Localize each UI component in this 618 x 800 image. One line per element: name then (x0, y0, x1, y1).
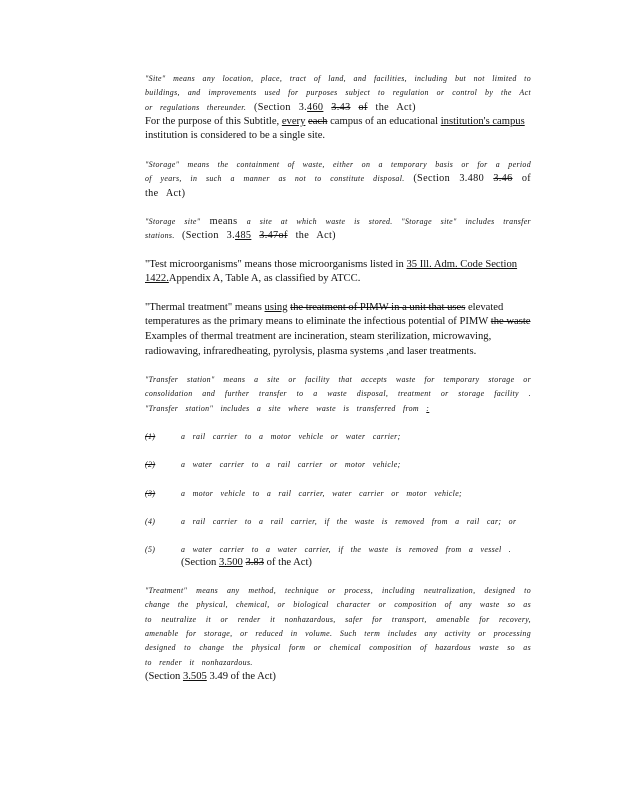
site-term: "Site" (145, 74, 166, 83)
site-body: means any location, place, tract of land, and facilities, including but not limited to buildings, and improvements used for purposes subject to regulation or control by the Act or regulations thereunder. (145, 74, 531, 112)
list-item: (1) a rail carrier to a motor vehicle or water carrier; (145, 432, 401, 442)
thermal-paragraph: "Thermal treatment" means using the treatment of PIMW in a unit that uses elevated temperatures as the primary means to eliminate the infectious potential of PIMW the waste Examples of thermal treatment are incineration, steam sterilization, microwaving, radiowaving, infraredheating, pyrolysis, plasma systems ,and laser treatments. (145, 301, 531, 357)
transfer-list (145, 430, 531, 570)
list-item: (4) a rail carrier to a rail carrier, if the waste is removed from a rail car; or (145, 516, 517, 526)
document-page (145, 72, 531, 698)
treatment-paragraph: "Treatment" means any method, technique or process, including neutralization, designed to change the physical, chemical, or biological character or composition of any waste so as to neutralize it or render it nonhazardous, safer for transport, amenable for recovery, amenable for storage, or reduced in volume. Such term includes any activity or processing designed to change the physical form or chemical composition of hazardous waste so as to render it nonhazardous. (145, 586, 531, 667)
definition-storage-site (145, 215, 531, 244)
storage-site-citation: (Section 3.485 3.47of the Act) (182, 230, 336, 242)
storage-paragraph: "Storage" means the containment of waste, either on a temporary basis or for a period of years, in such a manner as not to constitute disposal. (Section 3.480 3.46 of the Act) (145, 160, 532, 199)
definition-treatment (145, 584, 531, 684)
test-micro-paragraph: "Test microorganisms" means those microorganisms listed in 35 Ill. Adm. Code Section 1422.Appendix A, Table A, as classified by ATCC. (145, 258, 518, 285)
list-item: (3) a motor vehicle to a rail carrier, water carrier or motor vehicle; (145, 488, 463, 498)
storage-citation: (Section 3.480 3.46 of the Act) (145, 173, 532, 199)
treatment-citation: (Section 3.505 3.49 of the Act) (145, 670, 276, 682)
list-item: (2) a water carrier to a rail carrier or motor vehicle; (145, 460, 401, 470)
definition-transfer-station (145, 373, 531, 570)
transfer-citation: (Section 3.500 3.83 of the Act) (181, 556, 312, 568)
definition-storage (145, 158, 531, 201)
transfer-paragraph: "Transfer station" means a site or facility that accepts waste for temporary storage or consolidation and further transfer to a waste disposal, treatment or storage facility . "Transfer station" includes a site where waste is transferred from : (145, 375, 531, 413)
definition-site (145, 72, 531, 144)
list-item: (5) a water carrier to a water carrier, if the waste is removed from a vessel . (145, 545, 512, 555)
definition-thermal-treatment (145, 301, 531, 359)
site-campus-paragraph: For the purpose of this Subtitle, every each campus of an educational institution's campus institution is considered to be a single site. (145, 115, 525, 142)
site-citation: (Section 3.460 3.43 of the Act) (254, 101, 416, 113)
site-paragraph (145, 72, 531, 115)
storage-site-paragraph: "Storage site" means a site at which waste is stored. "Storage site" includes transfer stations. (Section 3.485 3.47of the Act) (145, 215, 531, 242)
definition-test-microorganisms (145, 258, 531, 287)
